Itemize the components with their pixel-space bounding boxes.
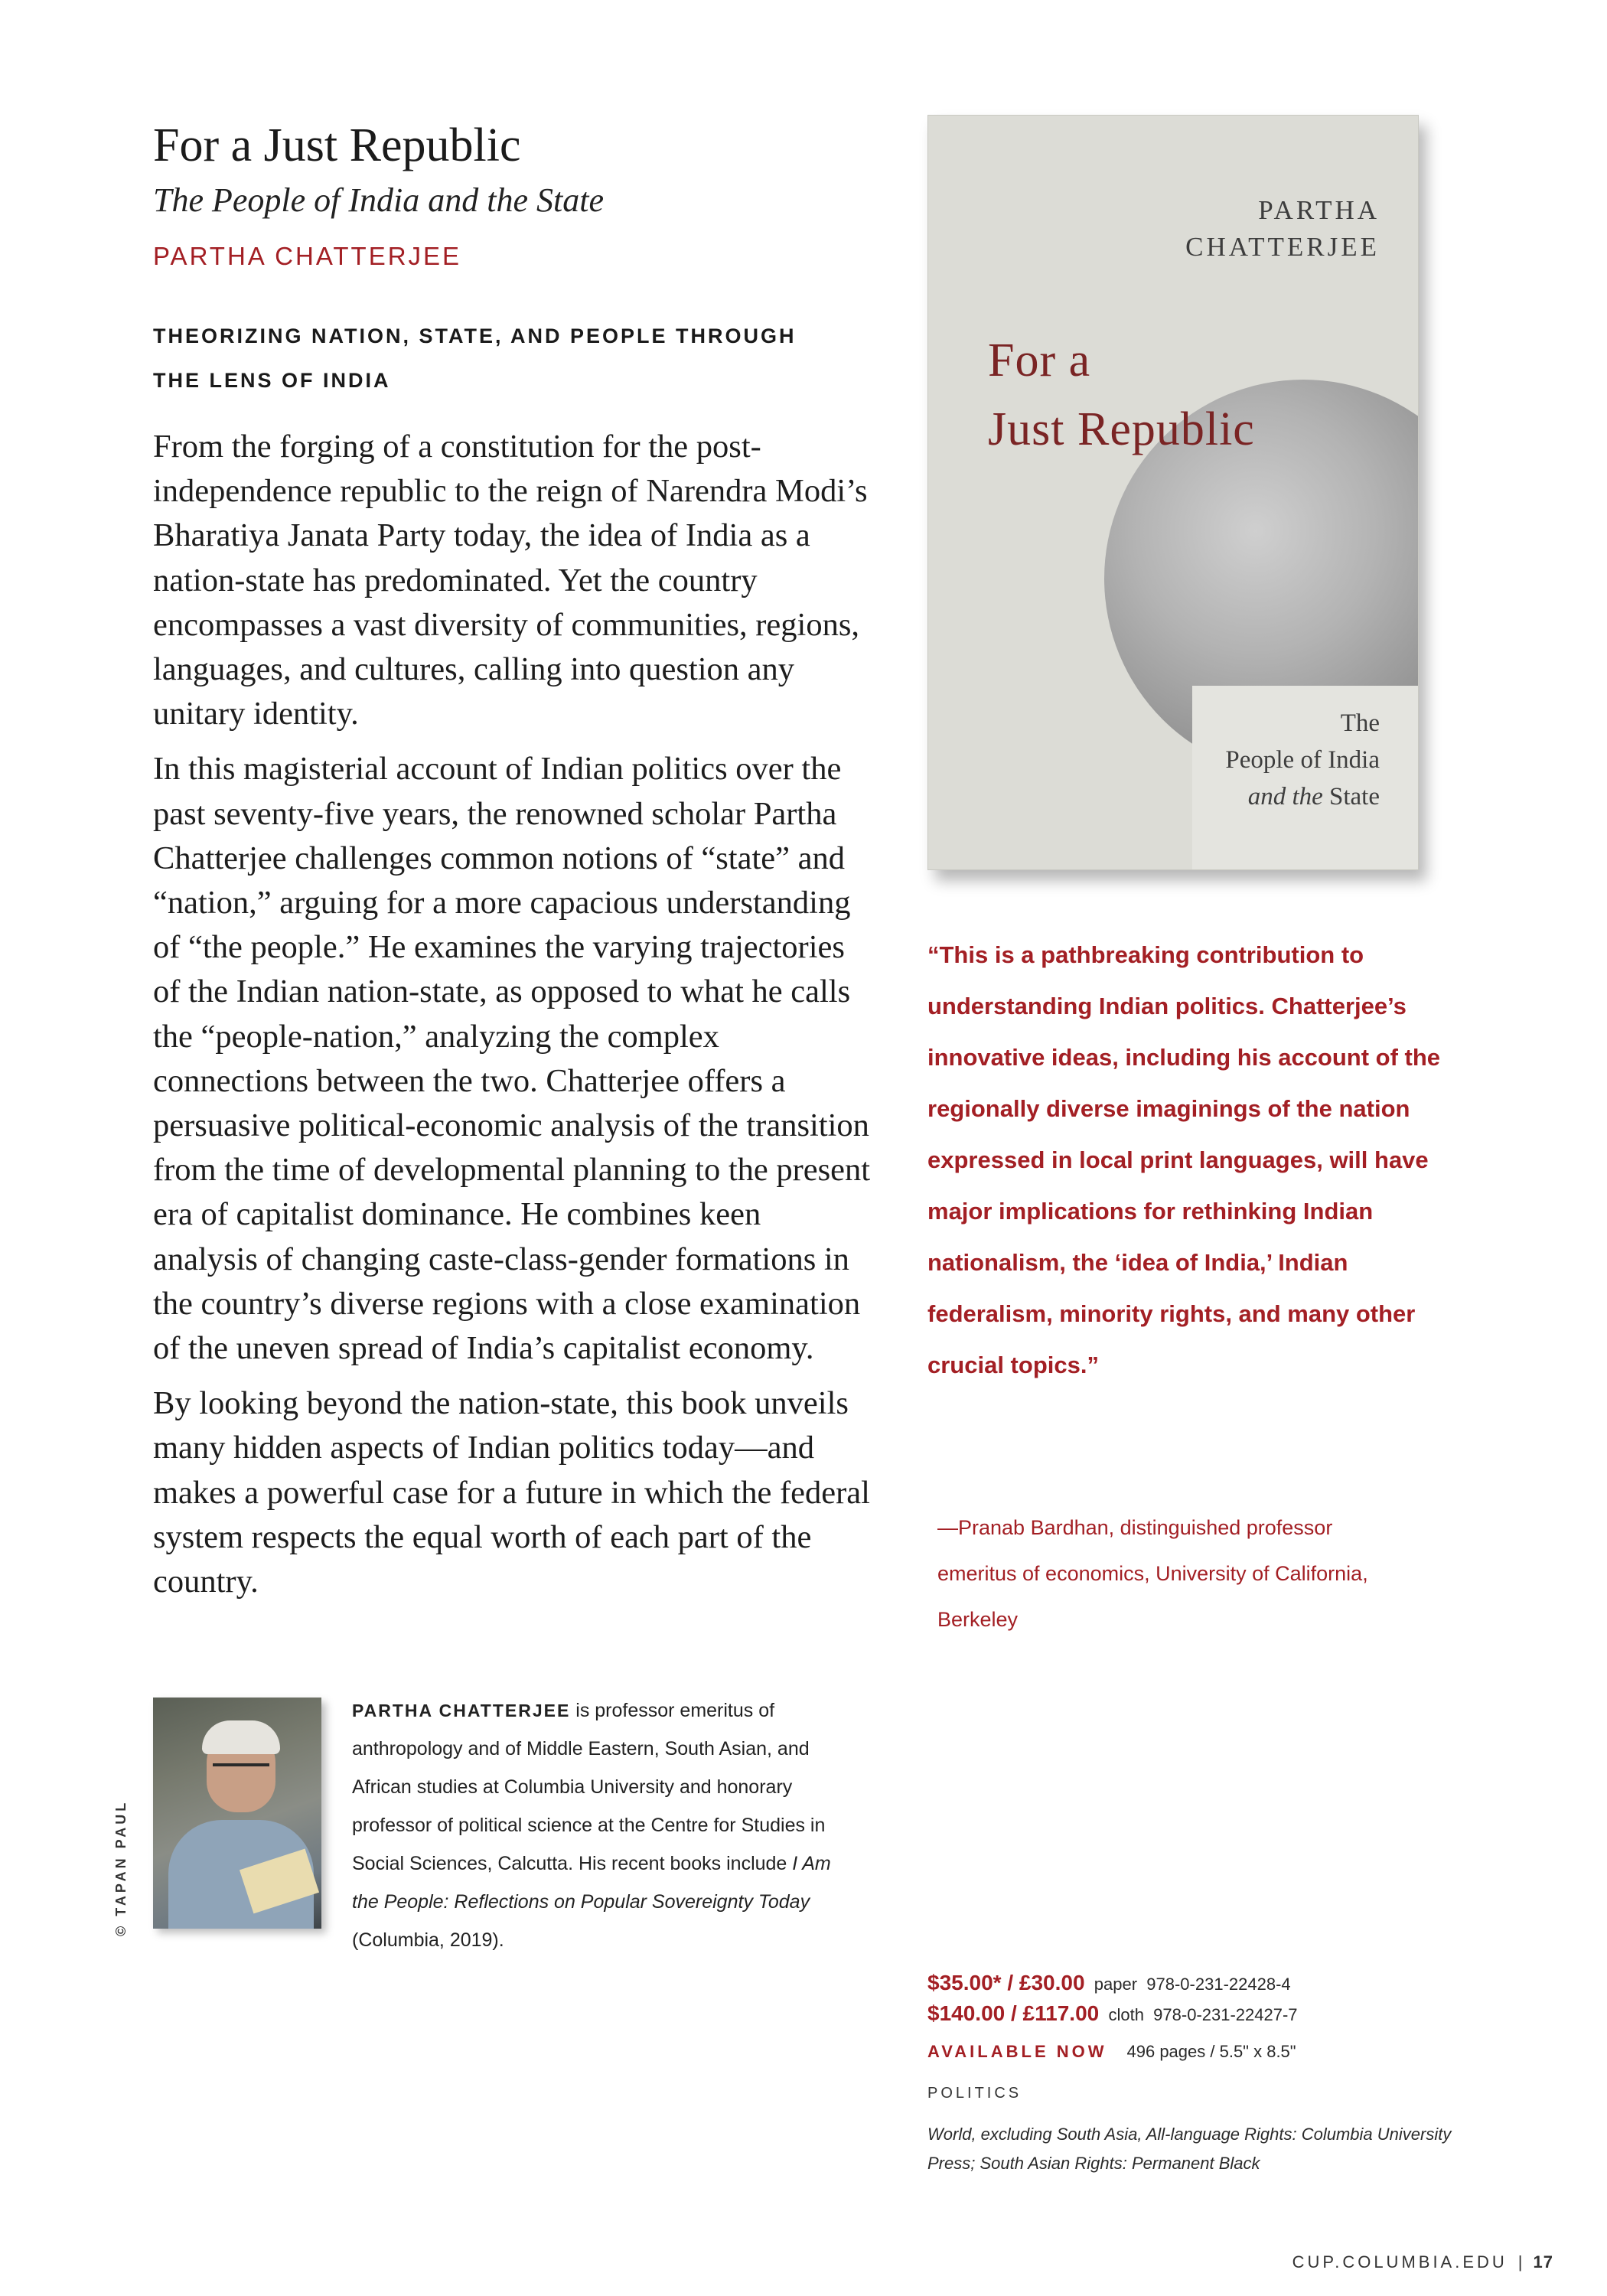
- cover-subtitle-italic: and the: [1247, 783, 1323, 810]
- footer-site[interactable]: CUP.COLUMBIA.EDU: [1292, 2252, 1508, 2272]
- photo-credit: © TAPAN PAUL: [113, 1799, 129, 1936]
- rights-statement: World, excluding South Asia, All-language Rights: Columbia University Press; South Asian Rights: Permanent Black: [927, 2125, 1452, 2173]
- footer-separator: |: [1517, 2252, 1523, 2272]
- cover-title-line-1: For a: [988, 334, 1091, 386]
- availability-line: [927, 2042, 1463, 2062]
- bio-text-2: (Columbia, 2019).: [352, 1929, 504, 1951]
- photo-glasses: [213, 1763, 269, 1779]
- bio-name: PARTHA CHATTERJEE: [352, 1701, 571, 1720]
- availability: AVAILABLE NOW: [927, 2042, 1107, 2061]
- endorsement-quote: “This is a pathbreaking contribution to understanding Indian politics. Chatterjee’s innovative ideas, including his account of the regionally diverse imaginings of the nation expressed in local print languages, will have major implications for rethinking Indian nationalism, the ‘idea of India,’ Indian federalism, minority rights, and many other crucial topics.”: [927, 941, 1441, 1378]
- paper-price-line: [927, 1968, 1463, 1999]
- bio-text-1: is professor emeritus of anthropology and of Middle Eastern, South Asian, and African studies at Columbia University and honorary professor of political science at the Centre for Studies in Social Sciences, Calcutta. His recent books include: [352, 1700, 826, 1874]
- author-bio: [352, 1691, 842, 1959]
- cover-title: [988, 326, 1255, 464]
- book-subtitle: The People of India and the State: [153, 181, 604, 219]
- endorsement-attribution: —Pranab Bardhan, distinguished professor emeritus of economics, University of California, Berkeley: [937, 1516, 1368, 1631]
- book-title: For a Just Republic: [153, 119, 521, 171]
- photo-hair: [202, 1720, 280, 1754]
- page-footer: [1194, 2252, 1553, 2272]
- book-cover: [927, 115, 1419, 870]
- pricing: [927, 1968, 1463, 2030]
- cover-subtitle-line-1: The: [1340, 709, 1380, 737]
- cover-author-line-1: PARTHA: [1258, 195, 1380, 225]
- paper-label: paper: [1094, 1975, 1138, 1994]
- cloth-label: cloth: [1108, 2005, 1144, 2024]
- tagline: THEORIZING NATION, STATE, AND PEOPLE THROUGH THE LENS OF INDIA: [153, 325, 797, 392]
- description-paragraph-3: By looking beyond the nation-state, this book unveils many hidden aspects of Indian politics today—and makes a powerful case for a future in which the federal system respects the equal worth of each part of the country.: [153, 1385, 870, 1600]
- cover-author: [1185, 192, 1380, 266]
- author-photo: [153, 1698, 321, 1929]
- category: POLITICS: [927, 2085, 1022, 2102]
- cover-title-line-2: Just Republic: [988, 403, 1255, 455]
- cover-author-line-2: CHATTERJEE: [1185, 232, 1380, 262]
- cloth-isbn: 978-0-231-22427-7: [1153, 2005, 1298, 2024]
- author-name: PARTHA CHATTERJEE: [153, 242, 462, 270]
- cloth-price: $140.00 / £117.00: [927, 2001, 1100, 2025]
- book-details: 496 pages / 5.5" x 8.5": [1126, 2042, 1296, 2061]
- bio-book-title: I Am the People: Reflections on Popular Sovereignty Today: [352, 1853, 831, 1913]
- cover-subtitle-line-2: People of India: [1225, 746, 1380, 774]
- cloth-price-line: [927, 1999, 1463, 2030]
- cover-subtitle-state: State: [1322, 783, 1380, 810]
- paper-price: $35.00* / £30.00: [927, 1971, 1085, 1994]
- description-paragraph-2: In this magisterial account of Indian politics over the past seventy-five years, the renowned scholar Partha Chatterjee challenges common notions of “state” and “nation,” arguing for a more capacious understanding of “the people.” He examines the varying trajectories of the Indian nation-state, as opposed to what he calls the “people-nation,” analyzing the complex connections between the two. Chatterjee offers a persuasive political-economic analysis of the transition from the time of developmental planning to the present era of capitalist dominance. He combines keen analysis of changing caste-class-gender formations in the country’s diverse regions with a close examination of the uneven spread of India’s capitalist economy.: [153, 751, 871, 1367]
- paper-isbn: 978-0-231-22428-4: [1146, 1975, 1291, 1994]
- cover-subtitle-line-3: [1225, 778, 1380, 815]
- description: [153, 425, 872, 1615]
- cover-subtitle: [1225, 705, 1380, 815]
- page-number: 17: [1533, 2252, 1553, 2272]
- description-paragraph-1: From the forging of a constitution for the post-independence republic to the reign of Narendra Modi’s Bharatiya Janata Party today, the idea of India as a nation-state has predominated. Yet the country encompasses a vast diversity of communities, regions, languages, and cultures, calling into question any unitary identity.: [153, 429, 868, 732]
